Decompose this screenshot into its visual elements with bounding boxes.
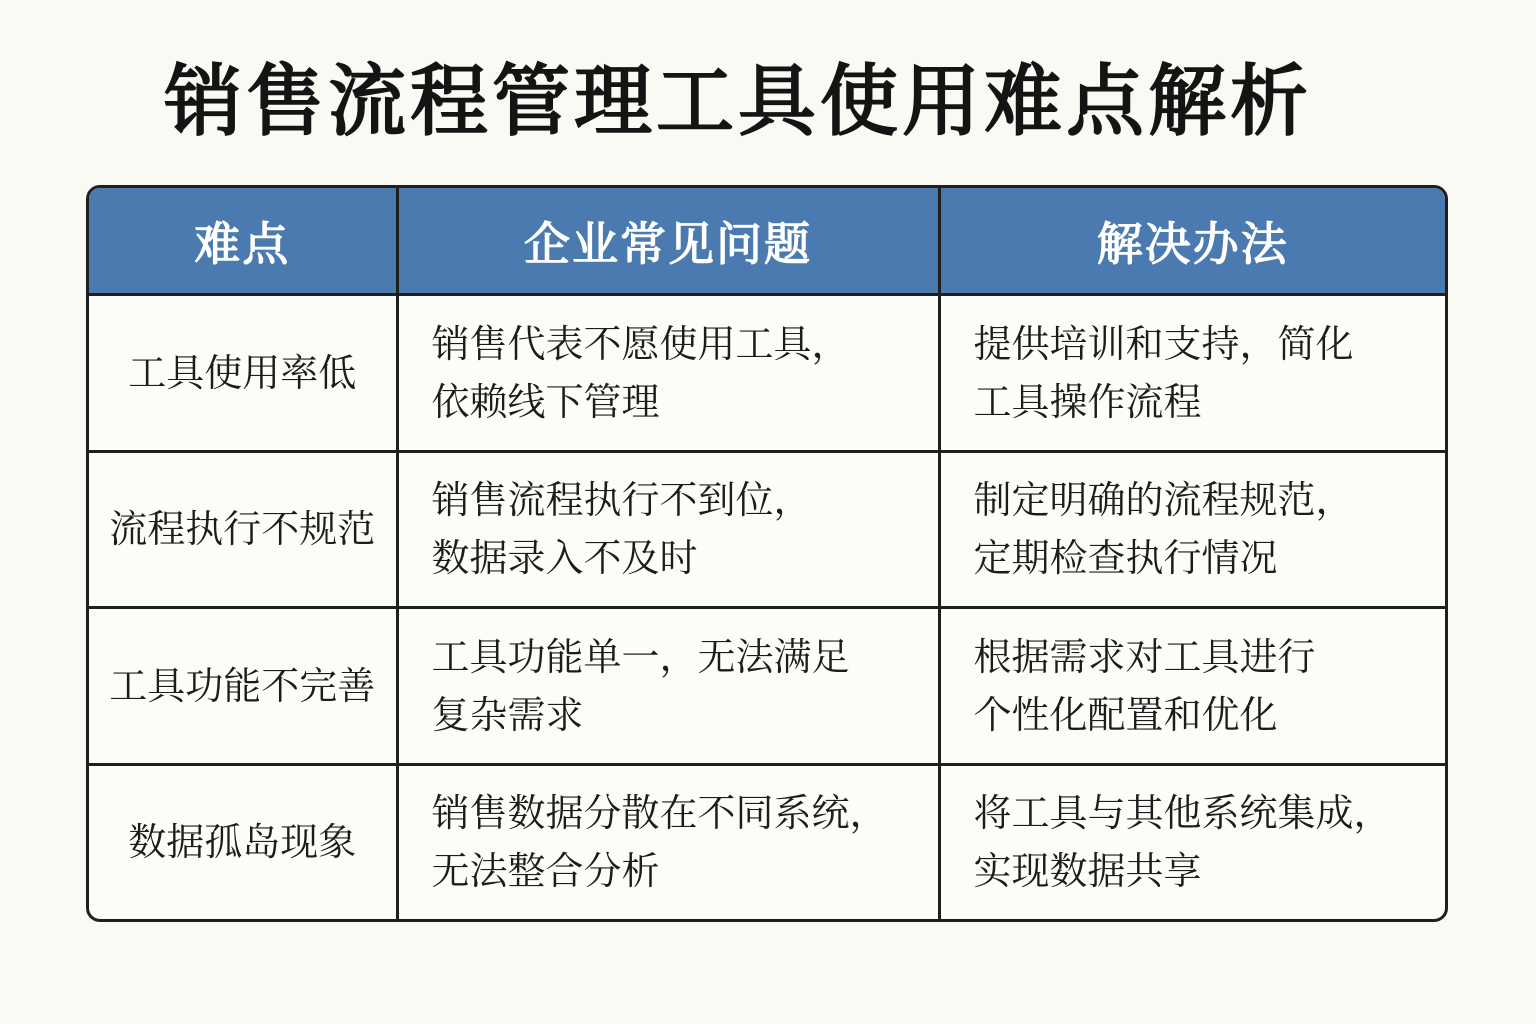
problem-line: 工具功能单一，无法满足 (431, 635, 850, 680)
table-row (89, 764, 1445, 919)
solution-cell (939, 295, 1445, 452)
solution-line: 制定明确的流程规范， (973, 478, 1354, 523)
table-row (89, 608, 1445, 765)
solution-line: 个性化配置和优化 (973, 693, 1278, 738)
solution-line: 将工具与其他系统集成， (973, 791, 1392, 836)
table-header (89, 188, 1445, 295)
difficulty-table (86, 185, 1448, 922)
problem-cell (397, 608, 939, 765)
solution-line: 工具操作流程 (973, 379, 1202, 424)
header-common-problem: 企业常见问题 (397, 188, 939, 295)
problem-cell (397, 295, 939, 452)
difficulty-cell: 工具使用率低 (89, 295, 397, 452)
problem-cell (397, 451, 939, 608)
difficulty-cell: 工具功能不完善 (89, 608, 397, 765)
problem-line: 销售流程执行不到位， (431, 478, 812, 523)
header-solution: 解决办法 (939, 188, 1445, 295)
solution-cell (939, 764, 1445, 919)
problem-line: 无法整合分析 (431, 849, 660, 894)
header-difficulty: 难点 (89, 188, 397, 295)
problem-cell (397, 764, 939, 919)
table (89, 188, 1445, 919)
solution-line: 实现数据共享 (973, 849, 1202, 894)
solution-line: 提供培训和支持，简化 (973, 321, 1354, 366)
problem-line: 销售数据分散在不同系统， (431, 791, 888, 836)
solution-line: 定期检查执行情况 (973, 536, 1278, 581)
problem-line: 数据录入不及时 (431, 536, 698, 581)
table-row (89, 295, 1445, 452)
solution-cell (939, 608, 1445, 765)
header-row (89, 188, 1445, 295)
difficulty-cell: 流程执行不规范 (89, 451, 397, 608)
difficulty-cell: 数据孤岛现象 (89, 764, 397, 919)
solution-cell (939, 451, 1445, 608)
problem-line: 依赖线下管理 (431, 379, 660, 424)
solution-line: 根据需求对工具进行 (973, 635, 1316, 680)
table-body (89, 295, 1445, 920)
problem-line: 复杂需求 (431, 693, 584, 738)
table-row (89, 451, 1445, 608)
problem-line: 销售代表不愿使用工具， (431, 321, 850, 366)
page-title: 销售流程管理工具使用难点解析 (163, 57, 1312, 147)
